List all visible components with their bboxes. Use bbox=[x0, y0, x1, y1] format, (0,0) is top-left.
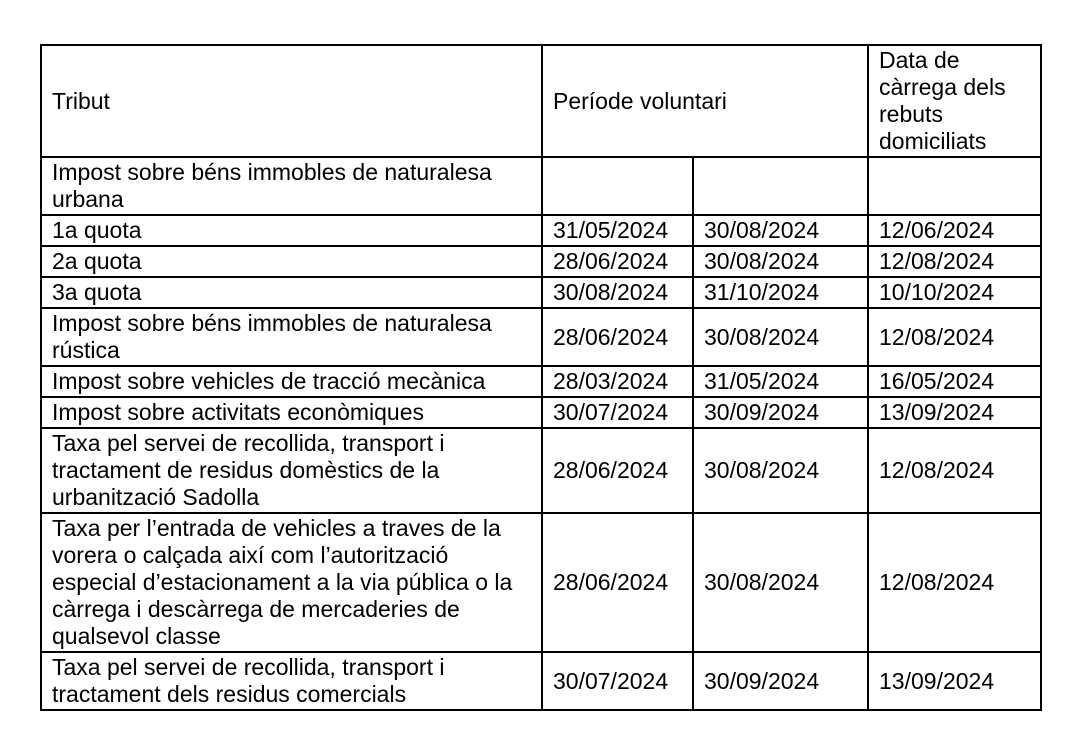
data-carrega-cell: 12/08/2024 bbox=[868, 246, 1041, 277]
data-carrega-cell: 12/08/2024 bbox=[868, 428, 1041, 513]
data-carrega-cell: 13/09/2024 bbox=[868, 652, 1041, 710]
periode-end-cell: 30/09/2024 bbox=[693, 397, 868, 428]
table-row bbox=[41, 428, 1041, 513]
header-tribut: Tribut bbox=[41, 45, 542, 157]
tax-schedule-table bbox=[40, 44, 1042, 711]
periode-start-cell: 30/07/2024 bbox=[542, 397, 693, 428]
data-carrega-cell: 10/10/2024 bbox=[868, 277, 1041, 308]
table-row bbox=[41, 652, 1041, 710]
periode-start-cell bbox=[542, 157, 693, 215]
data-carrega-cell: 12/06/2024 bbox=[868, 215, 1041, 246]
data-carrega-cell: 12/08/2024 bbox=[868, 308, 1041, 366]
tribut-cell: Impost sobre béns immobles de naturalesa urbana bbox=[41, 157, 542, 215]
periode-end-cell: 31/05/2024 bbox=[693, 366, 868, 397]
periode-start-cell: 28/06/2024 bbox=[542, 308, 693, 366]
table-row bbox=[41, 513, 1041, 652]
table-row bbox=[41, 215, 1041, 246]
table-row bbox=[41, 246, 1041, 277]
tribut-cell: 3a quota bbox=[41, 277, 542, 308]
periode-end-cell: 30/08/2024 bbox=[693, 513, 868, 652]
periode-end-cell bbox=[693, 157, 868, 215]
data-carrega-cell bbox=[868, 157, 1041, 215]
periode-end-cell: 30/08/2024 bbox=[693, 215, 868, 246]
periode-start-cell: 31/05/2024 bbox=[542, 215, 693, 246]
table-row bbox=[41, 277, 1041, 308]
header-row bbox=[41, 45, 1041, 157]
data-carrega-cell: 12/08/2024 bbox=[868, 513, 1041, 652]
tribut-cell: Taxa pel servei de recollida, transport i tractament de residus domèstics de la urbanització Sadolla bbox=[41, 428, 542, 513]
header-periode-voluntari: Període voluntari bbox=[542, 45, 868, 157]
data-carrega-cell: 13/09/2024 bbox=[868, 397, 1041, 428]
tribut-cell: Impost sobre vehicles de tracció mecànica bbox=[41, 366, 542, 397]
table-row bbox=[41, 157, 1041, 215]
periode-start-cell: 28/03/2024 bbox=[542, 366, 693, 397]
periode-end-cell: 30/08/2024 bbox=[693, 308, 868, 366]
periode-start-cell: 30/08/2024 bbox=[542, 277, 693, 308]
tribut-cell: Taxa per l’entrada de vehicles a traves de la vorera o calçada així com l’autorització especial d’estacionament a la via pública o la càrrega i descàrrega de mercaderies de qualsevol classe bbox=[41, 513, 542, 652]
periode-end-cell: 30/08/2024 bbox=[693, 246, 868, 277]
periode-end-cell: 30/08/2024 bbox=[693, 428, 868, 513]
table-row bbox=[41, 366, 1041, 397]
periode-end-cell: 30/09/2024 bbox=[693, 652, 868, 710]
periode-start-cell: 28/06/2024 bbox=[542, 428, 693, 513]
periode-end-cell: 31/10/2024 bbox=[693, 277, 868, 308]
table-row bbox=[41, 397, 1041, 428]
periode-start-cell: 28/06/2024 bbox=[542, 246, 693, 277]
periode-start-cell: 30/07/2024 bbox=[542, 652, 693, 710]
tribut-cell: 1a quota bbox=[41, 215, 542, 246]
header-data-carrega: Data de càrrega dels rebuts domiciliats bbox=[868, 45, 1041, 157]
tribut-cell: Taxa pel servei de recollida, transport i tractament dels residus comercials bbox=[41, 652, 542, 710]
periode-start-cell: 28/06/2024 bbox=[542, 513, 693, 652]
tribut-cell: Impost sobre activitats econòmiques bbox=[41, 397, 542, 428]
table-row bbox=[41, 308, 1041, 366]
tribut-cell: 2a quota bbox=[41, 246, 542, 277]
tribut-cell: Impost sobre béns immobles de naturalesa rústica bbox=[41, 308, 542, 366]
data-carrega-cell: 16/05/2024 bbox=[868, 366, 1041, 397]
